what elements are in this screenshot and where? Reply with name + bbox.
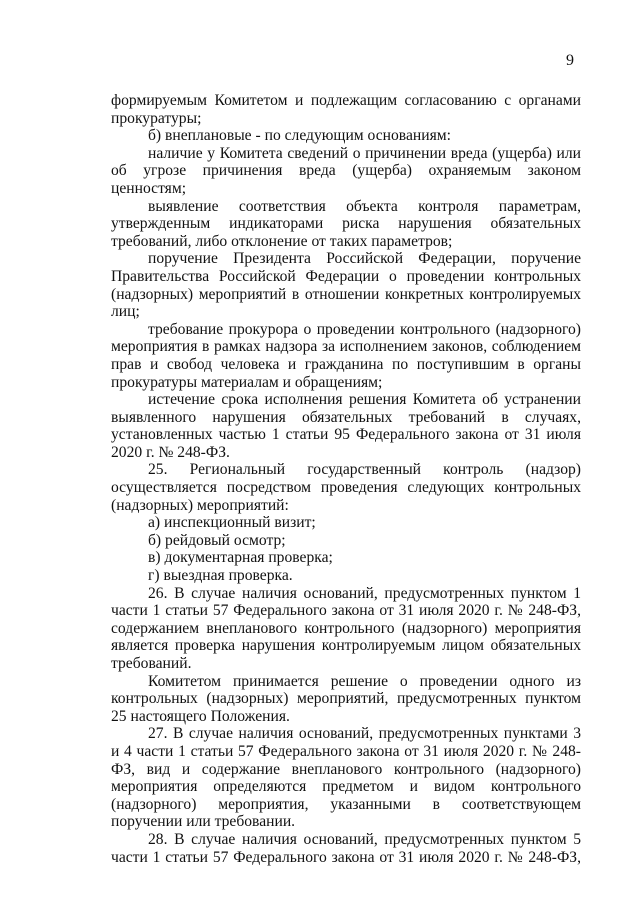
list-item-inspection-visit: а) инспекционный визит; bbox=[148, 514, 316, 532]
document-body bbox=[111, 92, 581, 866]
paragraph-continuation: формируемым Комитетом и подлежащим согласованию с органами прокуратуры; bbox=[111, 92, 581, 127]
paragraph-deadline-expiry: истечение срока исполнения решения Комитета об устранении выявленного нарушения обязательных требований в случаях, установленных частью 1 статьи 95 Федерального закона от 31 июля 2020 г. № 248-ФЗ. bbox=[111, 391, 581, 461]
paragraph-prosecutor-demand: требование прокурора о проведении контрольного (надзорного) мероприятия в рамках надзора за исполнением законов, соблюдением прав и свобод человека и гражданина по поступившим в органы прокуратуры материалам и обращениям; bbox=[111, 320, 581, 391]
paragraph-item-28: 28. В случае наличия оснований, предусмотренных пунктом 5 части 1 статьи 57 Федерального закона от 31 июля 2020 г. № 248-ФЗ, bbox=[111, 830, 581, 866]
paragraph-item-26: 26. В случае наличия оснований, предусмотренных пунктом 1 части 1 статьи 57 Федерального закона от 31 июля 2020 г. № 248-ФЗ, содержанием внепланового контрольного (надзорного) мероприятия является проверка нарушения контролируемым лицом обязательных требований. bbox=[111, 584, 581, 672]
list-item-field-check: г) выездная проверка. bbox=[148, 567, 293, 585]
paragraph-unplanned-grounds: б) внеплановые - по следующим основаниям: bbox=[148, 127, 451, 145]
paragraph-president-order: поручение Президента Российской Федерации, поручение Правительства Российской Федерации о проведении контрольных (надзорных) мероприятий в отношении конкретных контролируемых лиц; bbox=[111, 250, 581, 321]
list-item-raid-inspection: б) рейдовый осмотр; bbox=[148, 531, 286, 549]
paragraph-harm-information: наличие у Комитета сведений о причинении вреда (ущерба) или об угрозе причинения вреда (ущерба) охраняемым законом ценностям; bbox=[111, 144, 581, 197]
paragraph-item-25: 25. Региональный государственный контроль (надзор) осуществляется посредством проведения следующих контрольных (надзорных) мероприятий: bbox=[111, 461, 581, 514]
list-item-documentary-check: в) документарная проверка; bbox=[148, 549, 333, 567]
page-number: 9 bbox=[566, 52, 574, 69]
paragraph-item-27: 27. В случае наличия оснований, предусмотренных пунктами 3 и 4 части 1 статьи 57 Федерального закона от 31 июля 2020 г. № 248-ФЗ, вид и содержание внепланового контрольного (надзорного) мероприятия определяются предметом и видом контрольного (надзорного) мероприятия, указанными в соответствующем поручении или требовании. bbox=[111, 725, 581, 831]
paragraph-committee-decision: Комитетом принимается решение о проведении одного из контрольных (надзорных) мероприятий, предусмотренных пунктом 25 настоящего Положения. bbox=[111, 672, 581, 725]
paragraph-risk-indicators: выявление соответствия объекта контроля параметрам, утвержденным индикаторами риска нарушения обязательных требований, либо отклонение от таких параметров; bbox=[111, 197, 581, 250]
